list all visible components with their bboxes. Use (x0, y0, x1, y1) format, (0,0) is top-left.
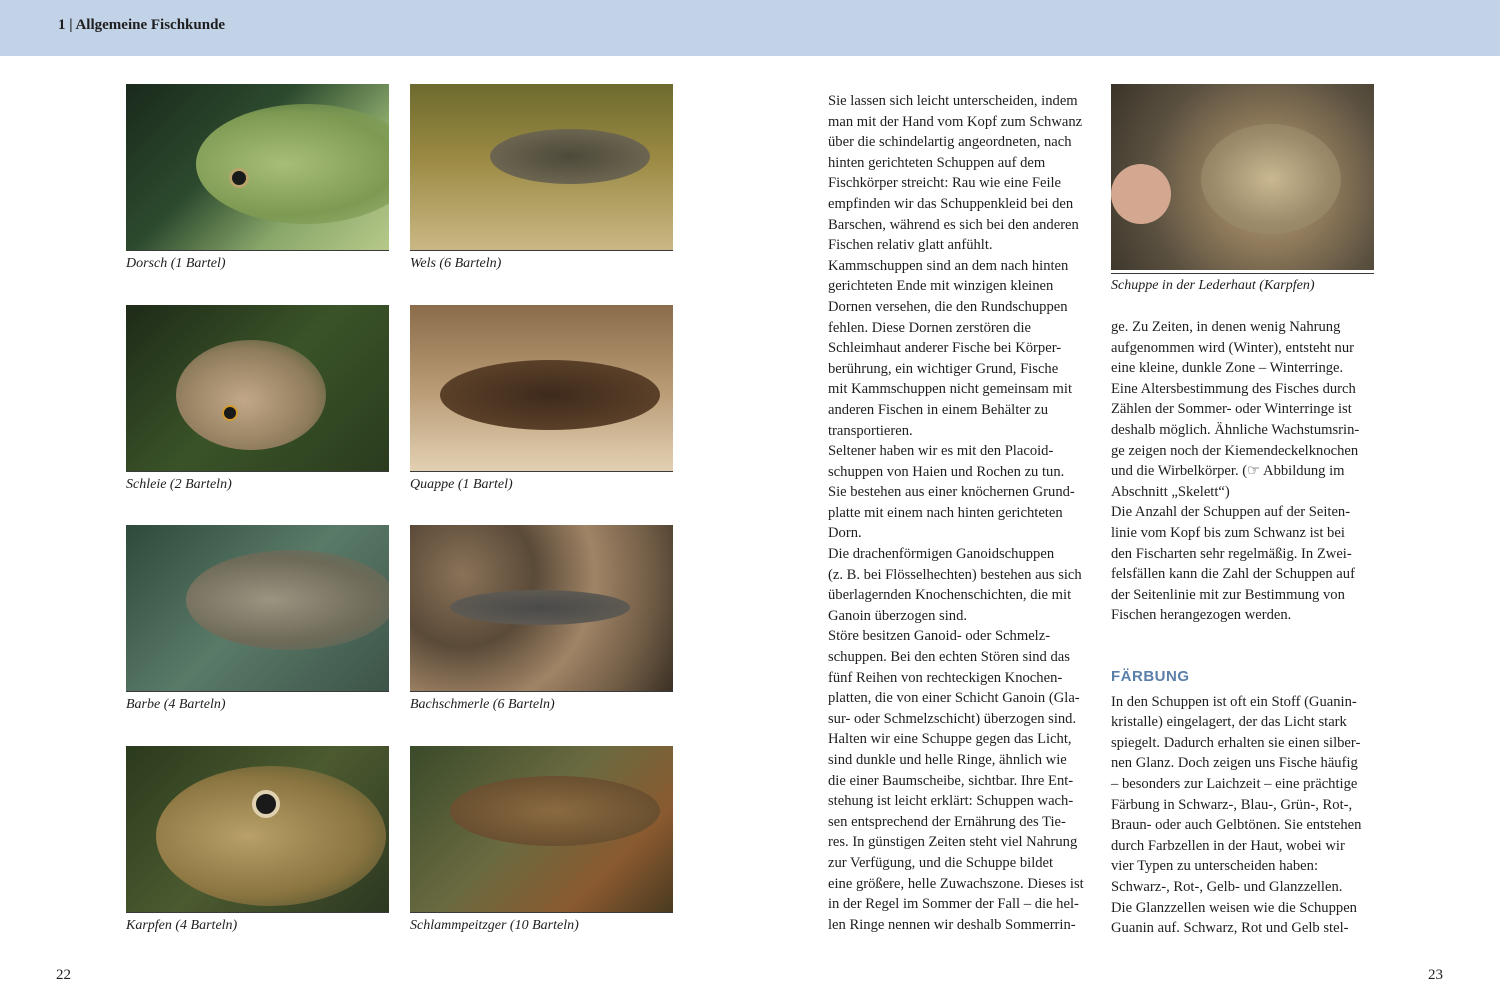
caption-rule (410, 471, 673, 472)
photo-schuppe (1111, 84, 1374, 270)
text-line: über die schindelartig angeordneten, nach (828, 134, 1072, 151)
text-line: Seltener haben wir es mit den Placoid- (828, 443, 1054, 460)
text-line: Die Anzahl der Schuppen auf der Seiten- (1111, 504, 1351, 521)
text-line: Kammschuppen sind an dem nach hinten (828, 257, 1069, 274)
text-line: Färbung in Schwarz-, Blau-, Grün-, Rot-, (1111, 796, 1353, 813)
photo-caption: Schuppe in der Lederhaut (Karpfen) (1111, 278, 1315, 293)
photo-image (126, 84, 389, 250)
text-line: schuppen von Haien und Rochen zu tun. (828, 463, 1065, 480)
text-line: len Ringe nennen wir deshalb Sommerrin- (828, 916, 1076, 933)
photo-caption: Barbe (4 Barteln) (126, 697, 226, 712)
photo-quappe (410, 305, 673, 493)
text-line: der Seitenlinie mit zur Bestimmung von (1111, 586, 1345, 603)
text-line: linie vom Kopf bis zum Schwanz ist bei (1111, 524, 1345, 541)
photo-schlammpeitzger (410, 746, 673, 934)
caption-rule (1111, 273, 1374, 274)
text-line: nen Glanz. Doch zeigen uns Fische häufig (1111, 755, 1358, 772)
text-line: sen entsprechend der Ernährung des Tie- (828, 813, 1066, 830)
text-line: – besonders zur Laichzeit – eine prächtige (1111, 775, 1358, 792)
photo-schleie (126, 305, 389, 493)
text-line: felsfällen kann die Zahl der Schuppen auf (1111, 566, 1355, 583)
text-line: (z. B. bei Flösselhechten) bestehen aus sich (828, 566, 1082, 583)
text-line: Ganoin überzogen sind. (828, 607, 968, 624)
text-line: Sie lassen sich leicht unterscheiden, indem (828, 93, 1078, 109)
text-line: anderen Fischen in einem Behälter zu (828, 401, 1049, 418)
text-line: eine kleine, dunkle Zone – Winterringe. (1111, 360, 1344, 377)
text-line: Eine Altersbestimmung des Fisches durch (1111, 380, 1356, 397)
text-line: stehung ist leicht erklärt: Schuppen wach- (828, 793, 1074, 810)
section-heading: FÄRBUNG (1111, 668, 1190, 685)
text-line: Störe besitzen Ganoid- oder Schmelz- (828, 628, 1051, 645)
photo-barbe (126, 525, 389, 713)
text-line: transportieren. (828, 422, 913, 439)
photo-wels (410, 84, 673, 272)
text-line: kristalle) eingelagert, der das Licht stark (1111, 714, 1347, 731)
text-line: Barschen, während es sich bei den anderen (828, 216, 1079, 233)
text-line: überlagernden Knochenschichten, die mit (828, 587, 1072, 604)
text-line: gerichteten Ende mit winzigen kleinen (828, 278, 1054, 295)
text-line: Braun- oder auch Gelbtönen. Sie entstehen (1111, 817, 1362, 834)
text-line: deshalb möglich. Ähnliche Wachstumsrin- (1111, 421, 1360, 438)
photo-image (410, 84, 673, 250)
photo-caption: Wels (6 Barteln) (410, 256, 502, 271)
text-line: Abschnitt „Skelett“) (1111, 483, 1230, 500)
text-line: zur Verfügung, und die Schuppe bildet (828, 854, 1054, 871)
body-text-middle (828, 91, 1098, 935)
photo-image (126, 525, 389, 691)
photo-karpfen (126, 746, 389, 934)
caption-rule (126, 471, 389, 472)
text-line: Schwarz-, Rot-, Gelb- und Glanzzellen. (1111, 878, 1343, 895)
text-line: ge zeigen noch der Kiemendeckelknochen (1111, 442, 1359, 459)
text-line: durch Farbzellen in der Haut, wobei wir (1111, 837, 1345, 854)
text-line: In den Schuppen ist oft ein Stoff (Guanin- (1111, 693, 1357, 710)
text-line: Halten wir eine Schuppe gegen das Licht, (828, 731, 1072, 748)
photo-caption: Dorsch (1 Bartel) (126, 256, 226, 271)
text-line: eine größere, helle Zuwachszone. Dieses ist (828, 875, 1084, 892)
photo-bachschmerle (410, 525, 673, 713)
photo-image (126, 305, 389, 471)
photo-image (410, 525, 673, 691)
text-line: Die drachenförmigen Ganoidschuppen (828, 546, 1055, 563)
photo-image (126, 746, 389, 912)
caption-rule (126, 912, 389, 913)
text-line: mit Kammschuppen nicht gemeinsam mit (828, 381, 1072, 398)
caption-rule (126, 691, 389, 692)
caption-rule (410, 250, 673, 251)
text-line: den Fischarten sehr regelmäßig. In Zwei- (1111, 545, 1352, 562)
text-line: ge. Zu Zeiten, in denen wenig Nahrung (1111, 319, 1341, 335)
text-line: platten, die von einer Schicht Ganoin (Gla- (828, 690, 1080, 707)
text-line: Dornen versehen, die den Rundschuppen (828, 298, 1068, 315)
text-line: die einer Baumscheibe, sichtbar. Ihre Ent- (828, 772, 1074, 789)
text-line: sur- oder Schmelzschicht) überzogen sind. (828, 710, 1077, 727)
photo-caption: Bachschmerle (6 Barteln) (410, 697, 555, 712)
text-line: Guanin auf. Schwarz, Rot und Gelb stel- (1111, 920, 1349, 937)
photo-caption: Quappe (1 Bartel) (410, 477, 513, 492)
page-number-right: 23 (1428, 967, 1443, 983)
text-line: sind dunkle und helle Ringe, ähnlich wie (828, 752, 1067, 768)
text-line: aufgenommen wird (Winter), entsteht nur (1111, 339, 1354, 356)
photo-dorsch (126, 84, 389, 272)
text-line: spiegelt. Dadurch erhalten sie einen silber- (1111, 734, 1361, 751)
text-line: Fischen herangezogen werden. (1111, 607, 1292, 624)
text-line: res. In günstigen Zeiten steht viel Nahrung (828, 834, 1078, 851)
photo-image (410, 305, 673, 471)
text-line: fehlen. Diese Dornen zerstören die (828, 319, 1032, 336)
body-text-right-a (1111, 317, 1381, 626)
photo-caption: Schlammpeitzger (10 Barteln) (410, 918, 579, 933)
text-line: berührung, ein wichtiger Grund, Fische (828, 360, 1059, 377)
text-line: fünf Reihen von rechteckigen Knochen- (828, 669, 1063, 686)
page-number-left: 22 (56, 967, 71, 983)
chapter-title: 1 | Allgemeine Fischkunde (58, 17, 226, 33)
caption-rule (126, 250, 389, 251)
text-line: Zählen der Sommer- oder Winterringe ist (1111, 401, 1352, 418)
text-line: in der Regel im Sommer der Fall – die hel- (828, 896, 1079, 913)
photo-caption: Schleie (2 Barteln) (126, 477, 232, 492)
text-line: hinten gerichteten Schuppen auf dem (828, 154, 1046, 171)
text-line: Die Glanzzellen weisen wie die Schuppen (1111, 899, 1357, 916)
photo-image (410, 746, 673, 912)
body-text-right-b (1111, 667, 1381, 939)
text-line: vier Typen zu unterscheiden haben: (1111, 858, 1318, 875)
caption-rule (410, 912, 673, 913)
text-line: platte mit einem nach hinten gerichteten (828, 504, 1063, 521)
text-line: Dorn. (828, 525, 862, 542)
text-line: Fischkörper streicht: Rau wie eine Feile (828, 175, 1062, 192)
text-line: man mit der Hand vom Kopf zum Schwanz (828, 113, 1083, 130)
photo-caption: Karpfen (4 Barteln) (126, 918, 238, 933)
text-line: Schleimhaut anderer Fische bei Körper- (828, 340, 1062, 357)
text-line: und die Wirbelkörper. (☞ Abbildung im (1111, 463, 1345, 480)
text-line: Sie bestehen aus einer knöchernen Grund- (828, 484, 1075, 501)
text-line: empfinden wir das Schuppenkleid bei den (828, 195, 1074, 212)
text-line: schuppen. Bei den echten Stören sind das (828, 649, 1070, 666)
text-line: Fischen relativ glatt anfühlt. (828, 237, 993, 254)
caption-rule (410, 691, 673, 692)
